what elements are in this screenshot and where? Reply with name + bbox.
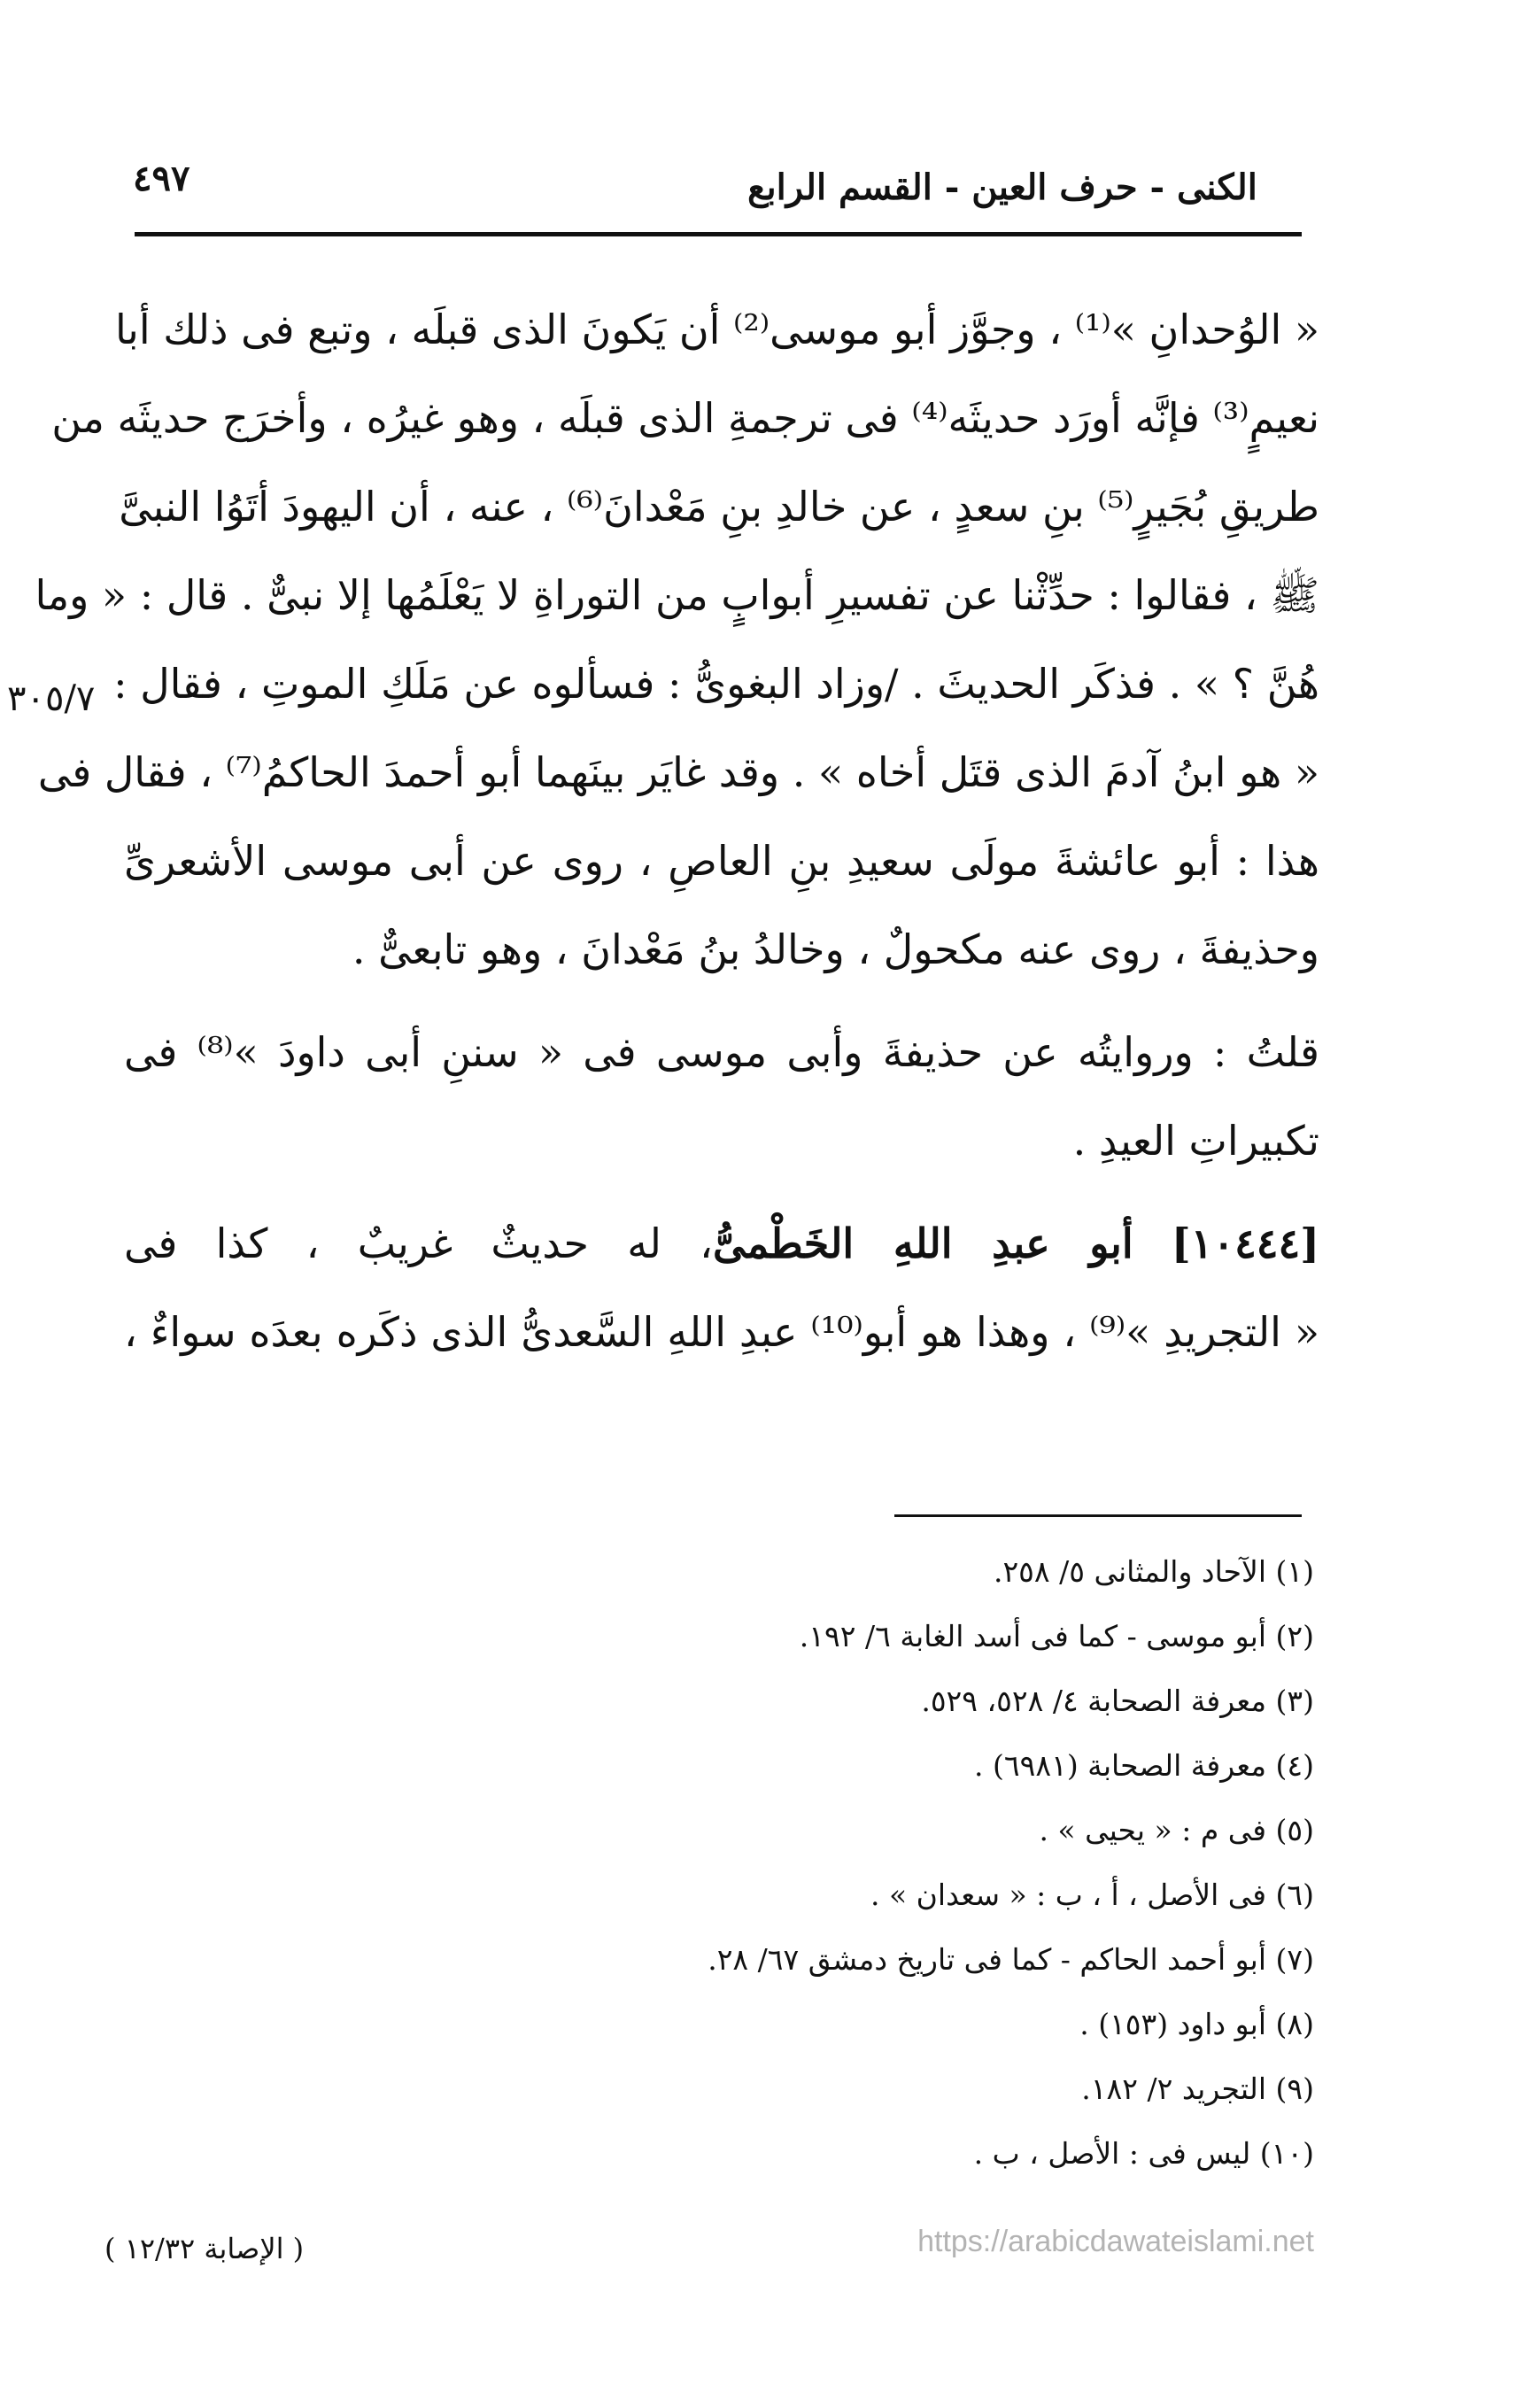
header-rule	[135, 232, 1302, 236]
entry-rest: ، له حديثٌ غريبٌ ، كذا فى	[124, 1219, 714, 1267]
qultu-line: قلتُ : وروايتُه عن حذيفةَ وأبى موسى فى « سننِ أبى داودَ »⁽⁸⁾ فى	[124, 1028, 1319, 1076]
footnote: (٣) معرفة الصحابة ٤/ ٥٢٨، ٥٢٩.	[921, 1684, 1314, 1718]
entry-number: [١٠٤٤٤]	[1171, 1219, 1319, 1267]
entry-name: أبو عبدِ اللهِ الخَطْمىُّ	[713, 1219, 1133, 1267]
text-line: « الوُحدانِ »⁽¹⁾ ، وجوَّز أبو موسى⁽²⁾ أن يَكونَ الذى قبلَه ، وتبع فى ذلك أبا	[115, 306, 1319, 353]
footnote: (٩) التجريد ٢/ ١٨٢.	[1081, 2071, 1314, 2106]
bottom-reference: ( الإصابة ١٢/٣٢ )	[104, 2232, 305, 2265]
page-number: ٤٩٧	[133, 158, 190, 199]
footnote: (٢) أبو موسى - كما فى أسد الغابة ٦/ ١٩٢.	[799, 1619, 1314, 1653]
entry-heading-line	[124, 1199, 1319, 1288]
footnote: (٤) معرفة الصحابة (٦٩٨١) .	[974, 1748, 1314, 1783]
text-line: نعيمٍ⁽³⁾ فإنَّه أورَد حديثَه⁽⁴⁾ فى ترجمةِ الذى قبلَه ، وهو غيرُه ، وأخرَج حديثَه من	[51, 394, 1319, 442]
text-line: طريقِ بُجَيرٍ⁽⁵⁾ بنِ سعدٍ ، عن خالدِ بنِ مَعْدانَ⁽⁶⁾ ، عنه ، أن اليهودَ أتَوُا النبىَّ	[119, 483, 1319, 530]
footnote: (٥) فى م : « يحيى » .	[1039, 1813, 1314, 1847]
text-line: وحذيفةَ ، روى عنه مكحولٌ ، وخالدُ بنُ مَعْدانَ ، وهو تابعىٌّ .	[352, 925, 1319, 973]
text-line: هُنَّ ؟ » . فذكَر الحديثَ . /وزاد البغوىُّ : فسألوه عن مَلَكِ الموتِ ، فقال :	[113, 660, 1319, 708]
entry-line: « التجريدِ »⁽⁹⁾ ، وهذا هو أبو⁽¹⁰⁾ عبدِ اللهِ السَّعدىُّ الذى ذكَره بعدَه سواءٌ ،	[124, 1308, 1320, 1356]
text-line: « هو ابنُ آدمَ الذى قتَل أخاه » . وقد غايَر بينَهما أبو أحمدَ الحاكمُ⁽⁷⁾ ، فقال فى	[37, 748, 1319, 796]
qultu-line: تكبيراتِ العيدِ .	[1072, 1117, 1319, 1165]
margin-reference: ٣٠٥/٧	[7, 678, 96, 719]
footnote-rule	[894, 1514, 1302, 1517]
text-line: هذا : أبو عائشةَ مولَى سعيدِ بنِ العاصِ ، روى عن أبى موسى الأشعرىِّ	[124, 837, 1319, 885]
footnote: (٨) أبو داود (١٥٣) .	[1079, 2007, 1314, 2041]
footnote: (١) الآحاد والمثانى ٥/ ٢٥٨.	[993, 1554, 1314, 1589]
footnote: (١٠) ليس فى : الأصل ، ب .	[973, 2136, 1314, 2171]
footnote: (٧) أبو أحمد الحاكم - كما فى تاريخ دمشق ٦٧/ ٢٨.	[708, 1942, 1314, 1977]
running-header-title: الكنى - حرف العين - القسم الرابع	[747, 166, 1257, 208]
text-line: ﷺ ، فقالوا : حدِّثْنا عن تفسيرِ أبوابٍ من التوراةِ لا يَعْلَمُها إلا نبىٌّ . قال : « وما	[35, 571, 1319, 619]
watermark-url: https://arabicdawateislami.net	[917, 2225, 1314, 2258]
footnote: (٦) فى الأصل ، أ ، ب : « سعدان » .	[870, 1878, 1314, 1912]
footnotes	[163, 1539, 1314, 2186]
